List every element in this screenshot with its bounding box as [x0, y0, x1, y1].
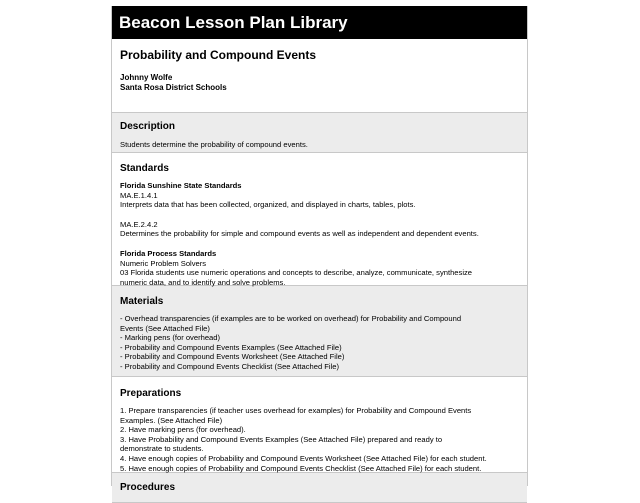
process-standards-heading: Florida Process Standards — [120, 248, 217, 258]
description-heading: Description — [120, 121, 176, 132]
materials-line: - Probability and Compound Events Examples (See Attached File) — [120, 342, 342, 352]
process-standard-text: 03 Florida students use numeric operations and concepts to describe, analyze, communicate, synthesize — [120, 268, 473, 278]
process-standard-name: Numeric Problem Solvers — [120, 258, 207, 268]
lesson-title: Probability and Compound Events — [120, 48, 317, 62]
standard-code: MA.E.1.4.1 — [120, 190, 158, 200]
preparations-line: demonstrate to students. — [120, 444, 204, 454]
lesson-header-section — [112, 39, 527, 113]
preparations-line: 4. Have enough copies of Probability and Compound Events Worksheet (See Attached File) for each student. — [120, 453, 487, 463]
materials-line: - Probability and Compound Events Checklist (See Attached File) — [120, 361, 340, 371]
author-name: Johnny Wolfe — [120, 73, 173, 82]
procedures-heading: Procedures — [120, 482, 176, 493]
materials-line: Events (See Attached File) — [120, 323, 210, 333]
materials-line: - Probability and Compound Events Worksheet (See Attached File) — [120, 352, 345, 362]
library-banner: Beacon Lesson Plan Library — [112, 6, 527, 39]
description-section — [112, 113, 527, 153]
standards-section — [112, 153, 527, 286]
preparations-line: 1. Prepare transparencies (if teacher uses overhead for examples) for Probability and Compound Events — [120, 406, 472, 415]
lesson-plan-document — [111, 6, 528, 493]
process-standard-text: numeric data, and to identify and solve problems. — [120, 277, 286, 287]
standard-text: Interprets data that has been collected, organized, and displayed in charts, tables, plots. — [120, 200, 416, 210]
materials-section — [112, 286, 527, 377]
state-standards-heading: Florida Sunshine State Standards — [120, 181, 242, 190]
preparations-line: 3. Have Probability and Compound Events Examples (See Attached File) prepared and ready to — [120, 434, 443, 444]
materials-heading: Materials — [120, 296, 164, 307]
preparations-line: Examples. (See Attached File) — [120, 415, 223, 425]
materials-line: - Marking pens (for overhead) — [120, 333, 221, 343]
materials-line: - Overhead transparencies (if examples are to be worked on overhead) for Probability and Compound — [120, 314, 462, 323]
preparations-line: 5. Have enough copies of Probability and Compound Events Checklist (See Attached File) for each student. — [120, 463, 482, 473]
standards-heading: Standards — [120, 163, 169, 174]
school-name: Santa Rosa District Schools — [120, 83, 227, 92]
description-text: Students determine the probability of compound events. — [120, 140, 308, 149]
standard-code: MA.E.2.4.2 — [120, 219, 158, 229]
standard-text: Determines the probability for simple and compound events as well as independent and dependent events. — [120, 229, 479, 239]
preparations-heading: Preparations — [120, 388, 182, 399]
preparations-line: 2. Have marking pens (for overhead). — [120, 425, 246, 435]
procedures-section — [112, 473, 527, 503]
preparations-section — [112, 377, 527, 473]
